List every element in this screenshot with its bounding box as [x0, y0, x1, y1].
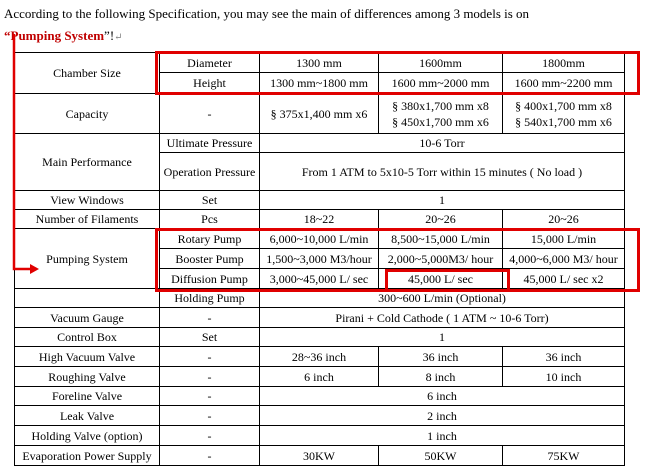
evaporation-model-3: 75KW	[503, 446, 625, 466]
filaments-model-1: 18~22	[260, 210, 379, 229]
booster-pump-model-3: 4,000~6,000 M3/ hour	[503, 249, 625, 269]
view-windows-value: 1	[260, 191, 625, 210]
diameter-model-2: 1600mm	[379, 53, 503, 73]
vacuum-gauge-value: Pirani + Cold Cathode ( 1 ATM ~ 10-6 Torr)	[260, 308, 625, 328]
rotary-pump-param: Rotary Pump	[160, 229, 260, 249]
filaments-label: Number of Filaments	[15, 210, 160, 229]
table-row	[15, 229, 625, 249]
operation-pressure-param: Operation Pressure	[160, 153, 260, 191]
foreline-valve-param: -	[160, 387, 260, 406]
foreline-valve-label: Foreline Valve	[15, 387, 160, 406]
table-row	[15, 210, 625, 229]
intro-text	[4, 3, 529, 49]
table-row	[15, 191, 625, 210]
capacity-model-1: § 375x1,400 mm x6	[260, 94, 379, 134]
diffusion-pump-model-2: 45,000 L/ sec	[379, 269, 503, 289]
filaments-model-2: 20~26	[379, 210, 503, 229]
diffusion-pump-model-1: 3,000~45,000 L/ sec	[260, 269, 379, 289]
table-row	[15, 387, 625, 406]
table-row	[15, 94, 625, 134]
intro-line-2	[4, 25, 529, 49]
view-windows-label: View Windows	[15, 191, 160, 210]
height-model-3: 1600 mm~2200 mm	[503, 73, 625, 94]
high-vacuum-valve-model-1: 28~36 inch	[260, 347, 379, 367]
evaporation-param: -	[160, 446, 260, 466]
operation-pressure-value: From 1 ATM to 5x10-5 Torr within 15 minutes ( No load )	[260, 153, 625, 191]
height-model-1: 1300 mm~1800 mm	[260, 73, 379, 94]
ultimate-pressure-param: Ultimate Pressure	[160, 134, 260, 153]
table-row	[15, 308, 625, 328]
intro-sentence: According to the following Specification, you may see the main of differences among 3 models is on	[4, 6, 530, 21]
capacity-param: -	[160, 94, 260, 134]
table-row	[15, 406, 625, 426]
specification-table	[14, 52, 625, 466]
diffusion-pump-model-3: 45,000 L/ sec x2	[503, 269, 625, 289]
capacity-model-2-line-1: § 380x1,700 mm x8	[392, 98, 489, 113]
roughing-valve-label: Roughing Valve	[15, 367, 160, 387]
capacity-label: Capacity	[15, 94, 160, 134]
diffusion-pump-param: Diffusion Pump	[160, 269, 260, 289]
table-row	[15, 134, 625, 153]
pumping-system-highlight: Pumping System	[10, 28, 105, 43]
control-box-value: 1	[260, 328, 625, 347]
open-quote: “	[4, 28, 11, 43]
high-vacuum-valve-model-2: 36 inch	[379, 347, 503, 367]
control-box-param: Set	[160, 328, 260, 347]
rotary-pump-model-3: 15,000 L/min	[503, 229, 625, 249]
table-row	[15, 347, 625, 367]
booster-pump-model-2: 2,000~5,000M3/ hour	[379, 249, 503, 269]
roughing-valve-model-1: 6 inch	[260, 367, 379, 387]
table-row	[15, 446, 625, 466]
table-row	[15, 367, 625, 387]
pumping-system-label: Pumping System	[15, 229, 160, 289]
holding-valve-label: Holding Valve (option)	[15, 426, 160, 446]
intro-line-1	[4, 3, 529, 25]
table-row	[15, 53, 625, 73]
filaments-model-3: 20~26	[503, 210, 625, 229]
leak-valve-value: 2 inch	[260, 406, 625, 426]
diameter-model-3: 1800mm	[503, 53, 625, 73]
diameter-model-1: 1300 mm	[260, 53, 379, 73]
chamber-size-label: Chamber Size	[15, 53, 160, 94]
evaporation-label: Evaporation Power Supply	[15, 446, 160, 466]
height-model-2: 1600 mm~2000 mm	[379, 73, 503, 94]
holding-pump-value: 300~600 L/min (Optional)	[260, 289, 625, 308]
roughing-valve-param: -	[160, 367, 260, 387]
capacity-model-3	[503, 94, 625, 134]
leak-valve-label: Leak Valve	[15, 406, 160, 426]
roughing-valve-model-2: 8 inch	[379, 367, 503, 387]
vacuum-gauge-label: Vacuum Gauge	[15, 308, 160, 328]
diameter-param: Diameter	[160, 53, 260, 73]
table-row	[15, 426, 625, 446]
rotary-pump-model-1: 6,000~10,000 L/min	[260, 229, 379, 249]
booster-pump-param: Booster Pump	[160, 249, 260, 269]
holding-valve-value: 1 inch	[260, 426, 625, 446]
rotary-pump-model-2: 8,500~15,000 L/min	[379, 229, 503, 249]
capacity-model-3-line-1: § 400x1,700 mm x8	[515, 98, 612, 113]
leak-valve-param: -	[160, 406, 260, 426]
holding-valve-param: -	[160, 426, 260, 446]
holding-pump-param: Holding Pump	[160, 289, 260, 308]
capacity-model-2-line-2: § 450x1,700 mm x6	[392, 114, 489, 129]
filaments-param: Pcs	[160, 210, 260, 229]
evaporation-model-1: 30KW	[260, 446, 379, 466]
main-performance-label: Main Performance	[15, 134, 160, 191]
roughing-valve-model-3: 10 inch	[503, 367, 625, 387]
view-windows-param: Set	[160, 191, 260, 210]
high-vacuum-valve-model-3: 36 inch	[503, 347, 625, 367]
table-row	[15, 328, 625, 347]
capacity-model-3-line-2: § 540x1,700 mm x6	[515, 114, 612, 129]
paragraph-mark-icon: ↵	[114, 32, 123, 43]
control-box-label: Control Box	[15, 328, 160, 347]
table-row	[15, 289, 625, 308]
high-vacuum-valve-param: -	[160, 347, 260, 367]
height-param: Height	[160, 73, 260, 94]
close-quote: ”!	[104, 28, 115, 43]
evaporation-model-2: 50KW	[379, 446, 503, 466]
vacuum-gauge-param: -	[160, 308, 260, 328]
foreline-valve-value: 6 inch	[260, 387, 625, 406]
high-vacuum-valve-label: High Vacuum Valve	[15, 347, 160, 367]
ultimate-pressure-value: 10-6 Torr	[260, 134, 625, 153]
holding-pump-blank	[15, 289, 160, 308]
capacity-model-2	[379, 94, 503, 134]
booster-pump-model-1: 1,500~3,000 M3/hour	[260, 249, 379, 269]
